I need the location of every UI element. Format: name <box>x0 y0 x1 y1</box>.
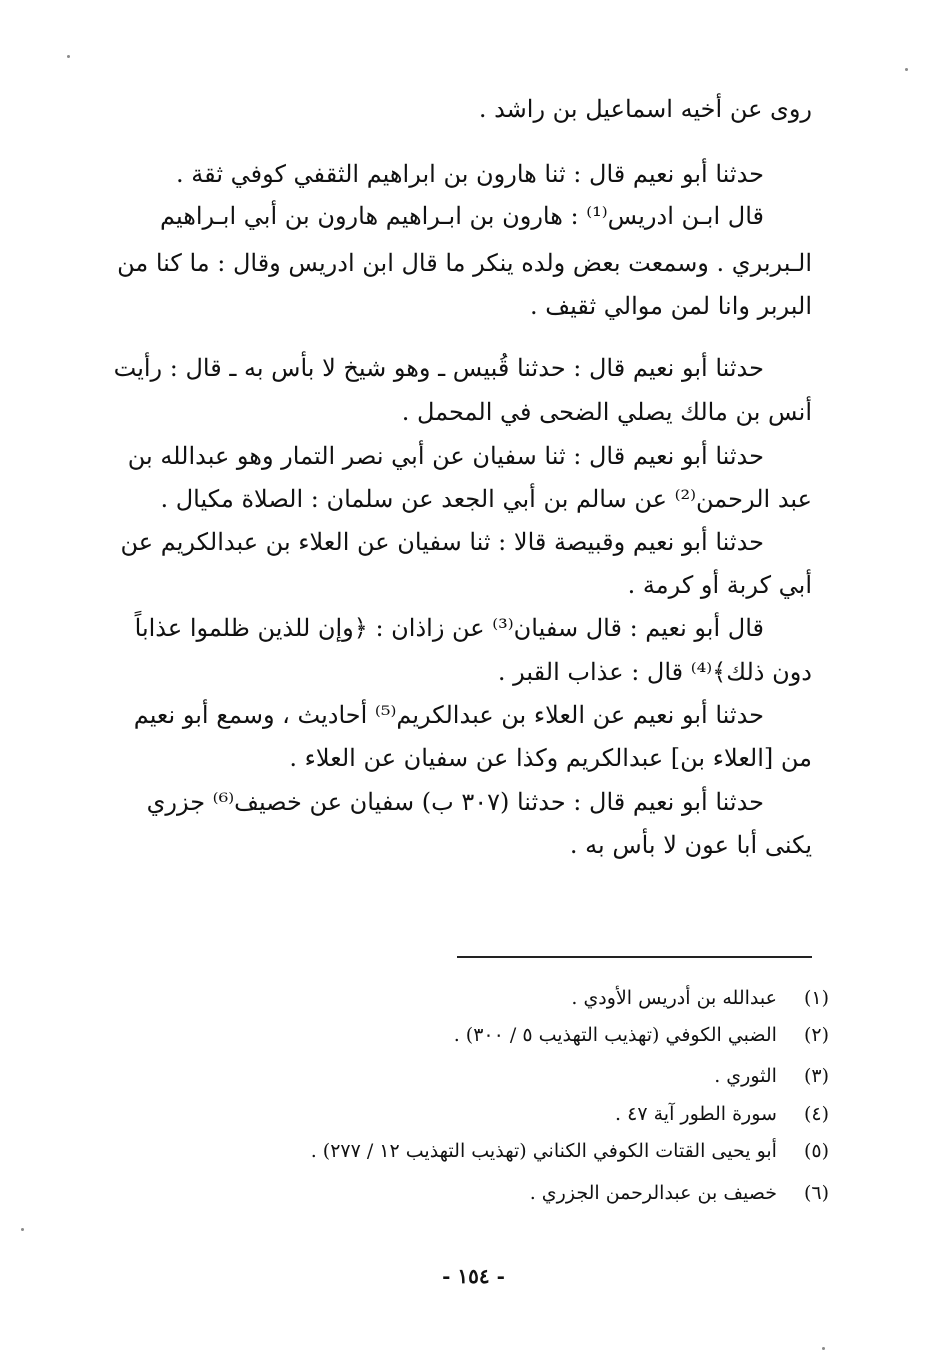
footnote-number: (٣) <box>803 1065 829 1087</box>
body-line-3: قال ابـن ادريس⁽¹⁾ : هارون بن ابـراهيم هارون بن أبي ابـراهيم <box>159 202 764 230</box>
body-line-15: من [العلاء بن] عبدالكريم وكذا عن سفيان عن العلاء . <box>289 744 812 772</box>
scan-speck <box>21 1228 24 1231</box>
body-line-16: حدثنا أبو نعيم قال : حدثنا (٣٠٧ ب) سفيان عن خصيف⁽⁶⁾ جزري <box>146 788 764 816</box>
body-line-9: عبد الرحمن⁽²⁾ عن سالم بن أبي الجعد عن سلمان : الصلاة مكيال . <box>160 485 812 513</box>
footnote-text: عبدالله بن أدريس الأودي . <box>571 987 777 1009</box>
page-number: - ١٥٤ - <box>442 1264 505 1288</box>
footnote-text: خصيف بن عبدالرحمن الجزري . <box>529 1182 777 1204</box>
body-line-13: دون ذلك﴾⁽⁴⁾ قال : عذاب القبر . <box>497 658 812 686</box>
body-line-11: أبي كربة أو كرمة . <box>627 571 812 599</box>
body-line-1: روى عن أخيه اسماعيل بن راشد . <box>478 95 812 123</box>
footnote-number: (١) <box>803 987 829 1009</box>
scan-speck <box>905 68 908 71</box>
scan-speck <box>67 55 70 58</box>
body-line-10: حدثنا أبو نعيم وقبيصة قالا : ثنا سفيان عن العلاء بن عبدالكريم عن <box>120 528 764 556</box>
footnote-3 <box>109 1062 829 1090</box>
footnote-2 <box>109 1021 829 1049</box>
footnote-text: أبو يحيى القتات الكوفي الكناني (تهذيب التهذيب ١٢ / ٢٧٧) . <box>310 1140 777 1162</box>
body-line-4: الـبربري . وسمعت بعض ولده ينكر ما قال ابن ادريس وقال : ما كنا من <box>117 249 812 277</box>
body-line-14: حدثنا أبو نعيم عن العلاء بن عبدالكريم⁽⁵⁾ أحاديث ، وسمع أبو نعيم <box>133 701 764 729</box>
footnote-number: (٢) <box>803 1024 829 1046</box>
footnote-5 <box>109 1137 829 1165</box>
scan-speck <box>822 1347 825 1350</box>
footnote-1 <box>109 984 829 1012</box>
body-line-5: البربر وانا لمن موالي ثقيف . <box>529 292 812 320</box>
body-line-2: حدثنا أبو نعيم قال : ثنا هارون بن ابراهيم الثقفي كوفي ثقة . <box>176 160 764 188</box>
body-line-8: حدثنا أبو نعيم قال : ثنا سفيان عن أبي نصر التمار وهو عبدالله بن <box>127 442 764 470</box>
body-line-7: أنس بن مالك يصلي الضحى في المحمل . <box>401 398 812 426</box>
body-line-6: حدثنا أبو نعيم قال : حدثنا قُبيس ـ وهو شيخ لا بأس به ـ قال : رأيت <box>113 354 764 382</box>
footnote-text: الضبي الكوفي (تهذيب التهذيب ٥ / ٣٠٠) . <box>453 1024 777 1046</box>
footnote-divider <box>457 956 812 958</box>
footnote-number: (٦) <box>803 1182 829 1204</box>
footnote-text: سورة الطور آية ٤٧ . <box>615 1103 777 1125</box>
footnote-number: (٤) <box>803 1103 829 1125</box>
footnote-number: (٥) <box>803 1140 829 1162</box>
body-line-12: قال أبو نعيم : قال سفيان⁽³⁾ عن زاذان : ﴿وإن للذين ظلموا عذاباً <box>134 614 764 642</box>
footnote-4 <box>109 1100 829 1128</box>
footnote-text: الثوري . <box>714 1065 777 1087</box>
footnote-6 <box>109 1179 829 1207</box>
body-line-17: يكنى أبا عون لا بأس به . <box>569 831 812 859</box>
